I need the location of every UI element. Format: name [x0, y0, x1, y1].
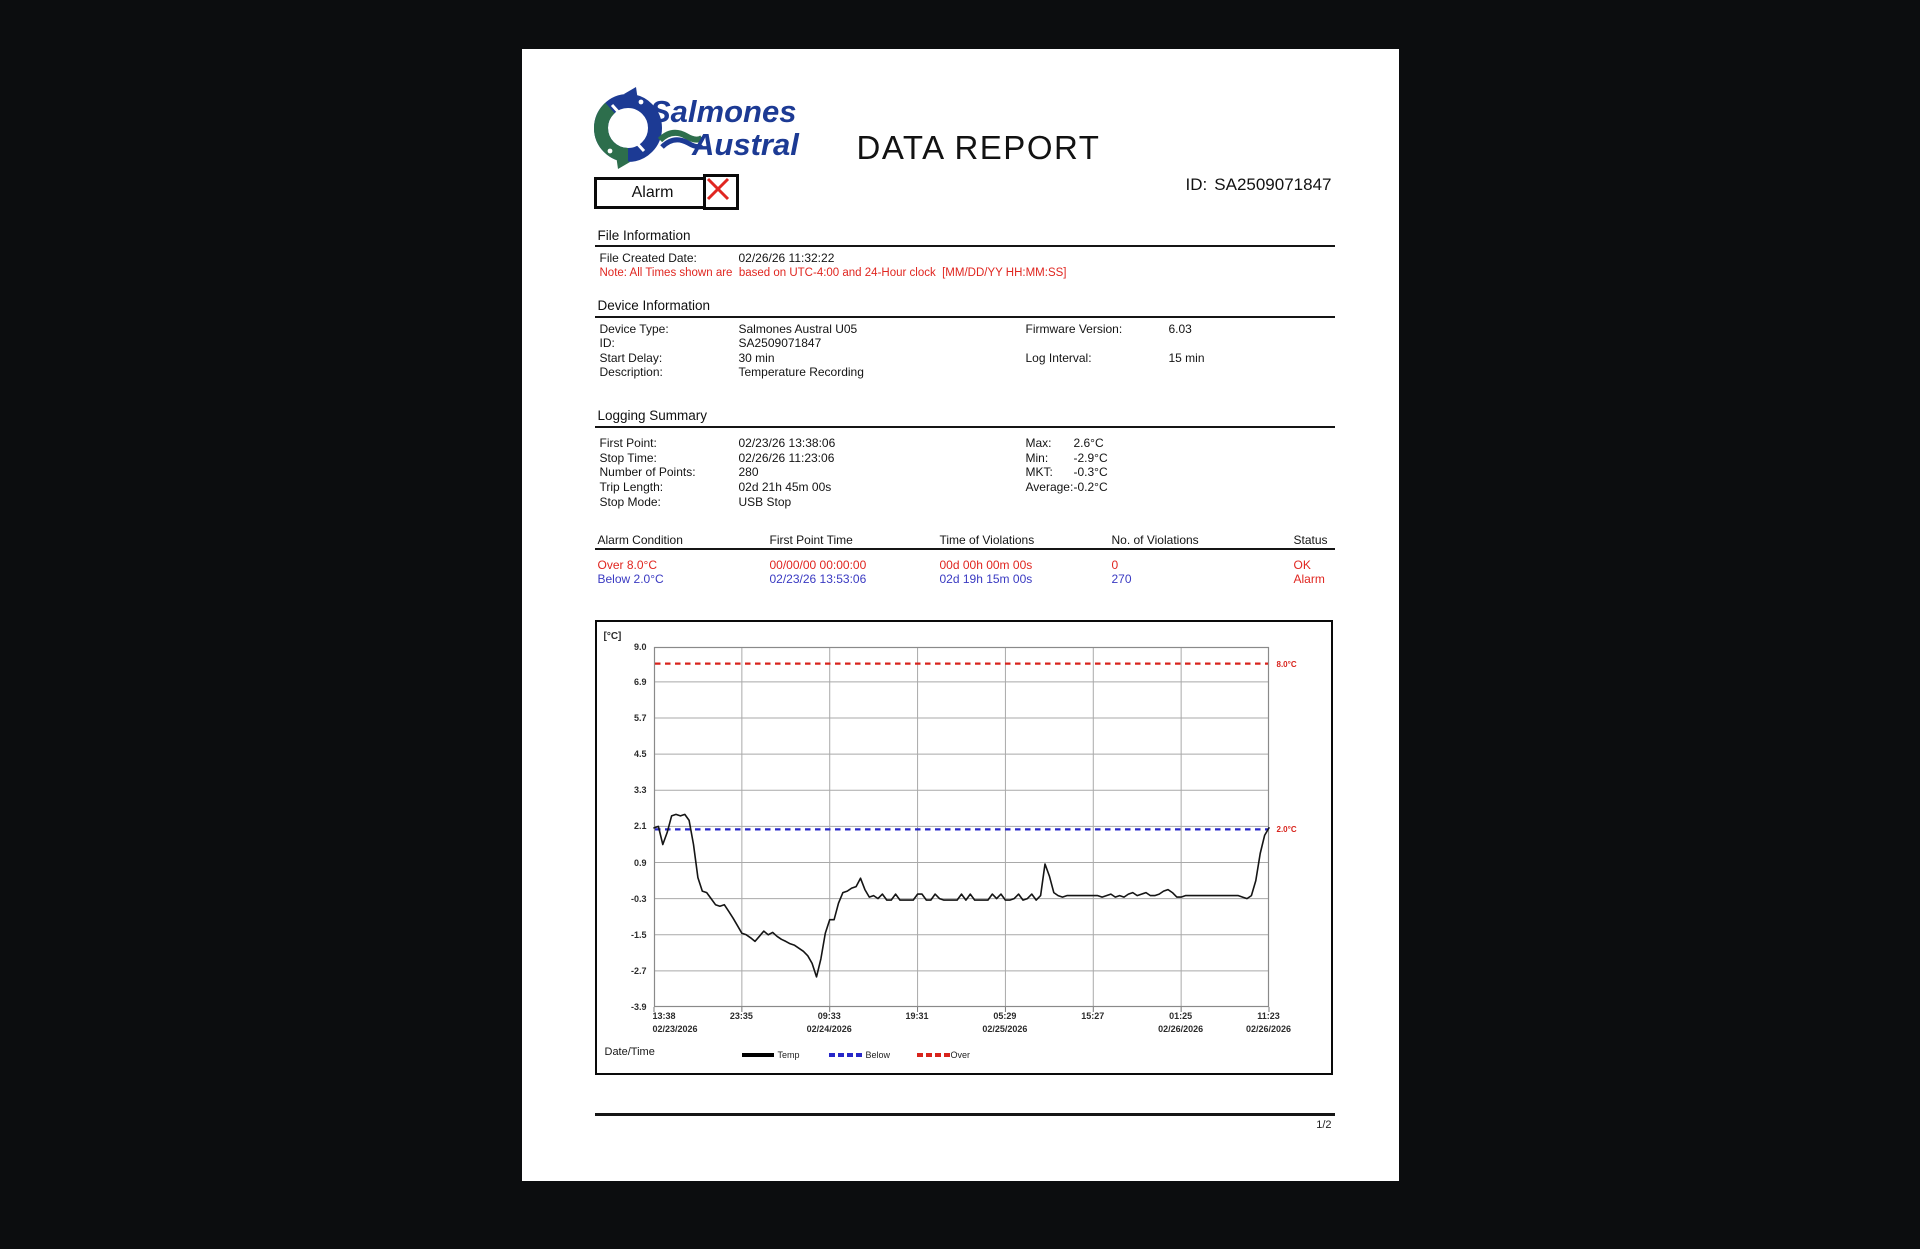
- section-title-file-information: File Information: [597, 228, 691, 243]
- col-header-first-point-time: First Point Time: [769, 533, 853, 547]
- legend-label-below: Below: [865, 1050, 891, 1060]
- legend-label-temp: Temp: [777, 1050, 800, 1060]
- legend-sample-below: [829, 1053, 862, 1057]
- max-value: 2.6°C: [1073, 436, 1104, 450]
- logo-text-salmones: Salmones: [649, 94, 796, 129]
- legend-sample-over: [917, 1053, 950, 1057]
- id-label: ID:: [1185, 175, 1208, 194]
- threshold-label-below: 2.0°C: [1276, 825, 1297, 835]
- x-tick-time-label: 15:27: [1081, 1011, 1105, 1021]
- legend-label-over: Over: [950, 1050, 971, 1060]
- legend-sample-temp: [742, 1053, 774, 1057]
- alarm-condition-cell: Over 8.0°C: [597, 558, 657, 572]
- max-label: Max:: [1025, 436, 1052, 450]
- firmware-version-label: Firmware Version:: [1025, 322, 1123, 336]
- salmones-austral-logo-icon: [588, 85, 808, 171]
- temp-series-line: [654, 814, 1269, 977]
- first-point-time-cell: 02/23/26 13:53:06: [769, 572, 867, 586]
- plot-border: [654, 648, 1268, 1007]
- y-tick-label: 4.5: [633, 749, 647, 760]
- alarm-table-row-below: [595, 572, 1335, 585]
- y-axis-unit-label: [°C]: [603, 631, 622, 642]
- first-point-label: First Point:: [599, 436, 657, 450]
- alarm-table-row-over: [595, 558, 1335, 571]
- time-of-violations-cell: 00d 00h 00m 00s: [939, 558, 1033, 572]
- y-tick-label: 9.0: [633, 642, 647, 652]
- section-title-logging-summary: Logging Summary: [597, 408, 708, 423]
- device-id-value: SA2509071847: [738, 336, 822, 350]
- description-label: Description:: [599, 365, 663, 379]
- x-tick-date-label: 02/25/2026: [982, 1024, 1028, 1034]
- x-tick-time-label: 05:29: [993, 1011, 1017, 1021]
- x-tick-date-label: 02/26/2026: [1245, 1024, 1292, 1034]
- file-created-date-value: 02/26/26 11:32:22: [738, 251, 835, 265]
- col-header-no-of-violations: No. of Violations: [1111, 533, 1199, 547]
- stop-mode-value: USB Stop: [738, 495, 792, 509]
- logo-text-austral: Austral: [691, 127, 799, 162]
- y-tick-label: 6.9: [633, 676, 647, 687]
- x-tick-date-label: 02/24/2026: [806, 1024, 852, 1034]
- section-title-device-information: Device Information: [597, 298, 711, 313]
- device-type-value: Salmones Austral U05: [738, 322, 858, 336]
- footer-rule: [595, 1113, 1335, 1116]
- id-value: SA2509071847: [1214, 175, 1332, 194]
- start-delay-value: 30 min: [738, 351, 775, 365]
- y-tick-label: -3.9: [630, 1002, 647, 1012]
- alarm-condition-cell: Below 2.0°C: [597, 572, 664, 586]
- stop-time-value: 02/26/26 11:23:06: [738, 451, 835, 465]
- device-id-line: [1082, 175, 1332, 195]
- report-page: [522, 49, 1399, 1181]
- x-tick-time-label: 01:25: [1169, 1011, 1193, 1021]
- company-logo: [588, 85, 808, 171]
- x-tick-date-label: 02/26/2026: [1158, 1024, 1204, 1034]
- y-tick-label: 3.3: [633, 785, 647, 796]
- y-tick-label: -1.5: [630, 929, 647, 940]
- firmware-version-value: 6.03: [1168, 322, 1192, 336]
- min-label: Min:: [1025, 451, 1049, 465]
- number-of-points-label: Number of Points:: [599, 465, 696, 479]
- chart-plot-svg: [654, 647, 1269, 1013]
- number-of-points-value: 280: [738, 465, 759, 479]
- x-tick-time-label: 19:31: [905, 1011, 929, 1021]
- x-tick-time-label: 09:33: [817, 1011, 841, 1021]
- col-header-time-of-violations: Time of Violations: [939, 533, 1035, 547]
- x-tick-time-label: 13:38: [652, 1011, 676, 1021]
- section-rule: [595, 316, 1335, 318]
- log-interval-label: Log Interval:: [1025, 351, 1092, 365]
- no-of-violations-cell: 270: [1111, 572, 1132, 586]
- status-cell: OK: [1293, 558, 1311, 572]
- description-value: Temperature Recording: [738, 365, 864, 379]
- file-created-date-label: File Created Date:: [599, 251, 697, 265]
- first-point-time-cell: 00/00/00 00:00:00: [769, 558, 867, 572]
- section-rule: [595, 245, 1335, 247]
- device-type-label: Device Type:: [599, 322, 669, 336]
- min-value: -2.9°C: [1073, 451, 1108, 465]
- x-tick-date-label: 02/23/2026: [652, 1024, 698, 1034]
- alarm-checked-icon: [703, 174, 739, 210]
- y-tick-label: -0.3: [630, 893, 647, 904]
- time-of-violations-cell: 02d 19h 15m 00s: [939, 572, 1033, 586]
- page-number: 1/2: [1316, 1119, 1332, 1131]
- stop-time-label: Stop Time:: [599, 451, 657, 465]
- y-tick-label: 5.7: [633, 713, 647, 724]
- mkt-label: MKT:: [1025, 465, 1053, 479]
- chart-box: [595, 620, 1333, 1075]
- trip-length-value: 02d 21h 45m 00s: [738, 480, 832, 494]
- threshold-label-over: 8.0°C: [1276, 659, 1297, 669]
- alarm-status-box: [594, 177, 744, 209]
- first-point-value: 02/23/26 13:38:06: [738, 436, 836, 450]
- average-label: Average:: [1025, 480, 1074, 494]
- mkt-value: -0.3°C: [1073, 465, 1108, 479]
- average-value: -0.2°C: [1073, 480, 1108, 494]
- no-of-violations-cell: 0: [1111, 558, 1119, 572]
- stop-mode-label: Stop Mode:: [599, 495, 661, 509]
- table-header-rule: [595, 548, 1335, 550]
- y-tick-label: 2.1: [633, 821, 647, 832]
- alarm-box-label: Alarm: [594, 177, 712, 209]
- x-tick-time-label: 23:35: [729, 1011, 753, 1021]
- y-tick-label: -2.7: [630, 965, 647, 976]
- y-tick-label: 0.9: [633, 857, 647, 868]
- log-interval-value: 15 min: [1168, 351, 1205, 365]
- page-title: DATA REPORT: [856, 129, 1101, 166]
- status-cell: Alarm: [1293, 572, 1325, 586]
- timezone-note: Note: All Times shown are based on UTC-4:00 and 24-Hour clock [MM/DD/YY HH:MM:SS]: [599, 267, 1067, 279]
- x-axis-title: Date/Time: [604, 1046, 655, 1058]
- trip-length-label: Trip Length:: [599, 480, 664, 494]
- alarm-table-header-row: [595, 533, 1335, 547]
- section-rule: [595, 426, 1335, 428]
- col-header-status: Status: [1293, 533, 1328, 547]
- col-header-alarm-condition: Alarm Condition: [597, 533, 683, 547]
- device-id-label: ID:: [599, 336, 615, 350]
- start-delay-label: Start Delay:: [599, 351, 663, 365]
- x-tick-time-label: 11:23: [1257, 1011, 1280, 1021]
